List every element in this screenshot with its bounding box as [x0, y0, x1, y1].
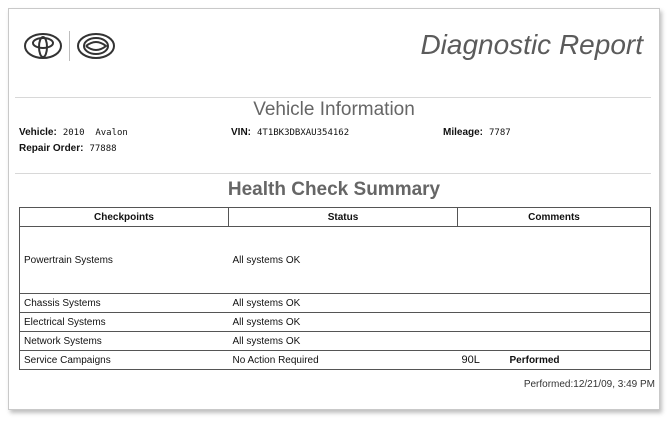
comment-text: Performed	[509, 355, 560, 366]
checkpoint-cell: Network Systems	[20, 332, 229, 351]
status-cell: All systems OK	[229, 227, 458, 294]
column-header-comments: Comments	[458, 208, 651, 227]
vehicle-label: Vehicle:	[19, 127, 57, 138]
vehicle-field	[19, 127, 128, 138]
vehicle-value: 2010 Avalon	[62, 128, 128, 138]
checkpoint-cell: Service Campaigns	[20, 351, 229, 370]
table-row	[20, 351, 651, 370]
column-header-checkpoints: Checkpoints	[20, 208, 229, 227]
repair-order-value: 77888	[89, 144, 117, 154]
vin-field	[231, 127, 349, 138]
vin-label: VIN:	[231, 127, 251, 138]
logo-divider	[69, 31, 70, 61]
repair-order-field	[19, 143, 117, 154]
report-title: Diagnostic Report	[420, 29, 643, 60]
mileage-field	[443, 127, 511, 138]
table-row	[20, 294, 651, 313]
comment-cell	[458, 313, 651, 332]
status-cell: No Action Required	[229, 351, 458, 370]
comment-cell	[458, 227, 651, 294]
mileage-label: Mileage:	[443, 127, 484, 138]
table-row	[20, 332, 651, 351]
health-check-heading: Health Check Summary	[227, 179, 441, 200]
column-header-status: Status	[229, 208, 458, 227]
table-row	[20, 313, 651, 332]
performed-timestamp: Performed:12/21/09, 3:49 PM	[523, 379, 655, 390]
comment-cell	[458, 332, 651, 351]
table-row	[20, 227, 651, 294]
checkpoint-cell: Powertrain Systems	[20, 227, 229, 294]
comment-cell	[458, 294, 651, 313]
divider-top	[15, 97, 651, 98]
mileage-value: 7787	[489, 128, 511, 138]
report-page	[8, 8, 660, 410]
status-cell: All systems OK	[229, 332, 458, 351]
status-cell: All systems OK	[229, 313, 458, 332]
brand-logos	[23, 31, 116, 61]
toyota-logo-icon	[23, 32, 63, 60]
comment-code: 90L	[461, 354, 480, 366]
status-cell: All systems OK	[229, 294, 458, 313]
scion-logo-icon	[76, 32, 116, 60]
vin-value: 4T1BK3DBXAU354162	[257, 128, 350, 138]
checkpoint-cell: Chassis Systems	[20, 294, 229, 313]
divider-middle	[15, 173, 651, 174]
table-header-row	[20, 208, 651, 227]
health-check-table	[19, 207, 651, 370]
checkpoint-cell: Electrical Systems	[20, 313, 229, 332]
repair-order-label: Repair Order:	[19, 143, 84, 154]
comment-cell	[458, 351, 651, 370]
vehicle-info-heading: Vehicle Information	[253, 99, 415, 120]
